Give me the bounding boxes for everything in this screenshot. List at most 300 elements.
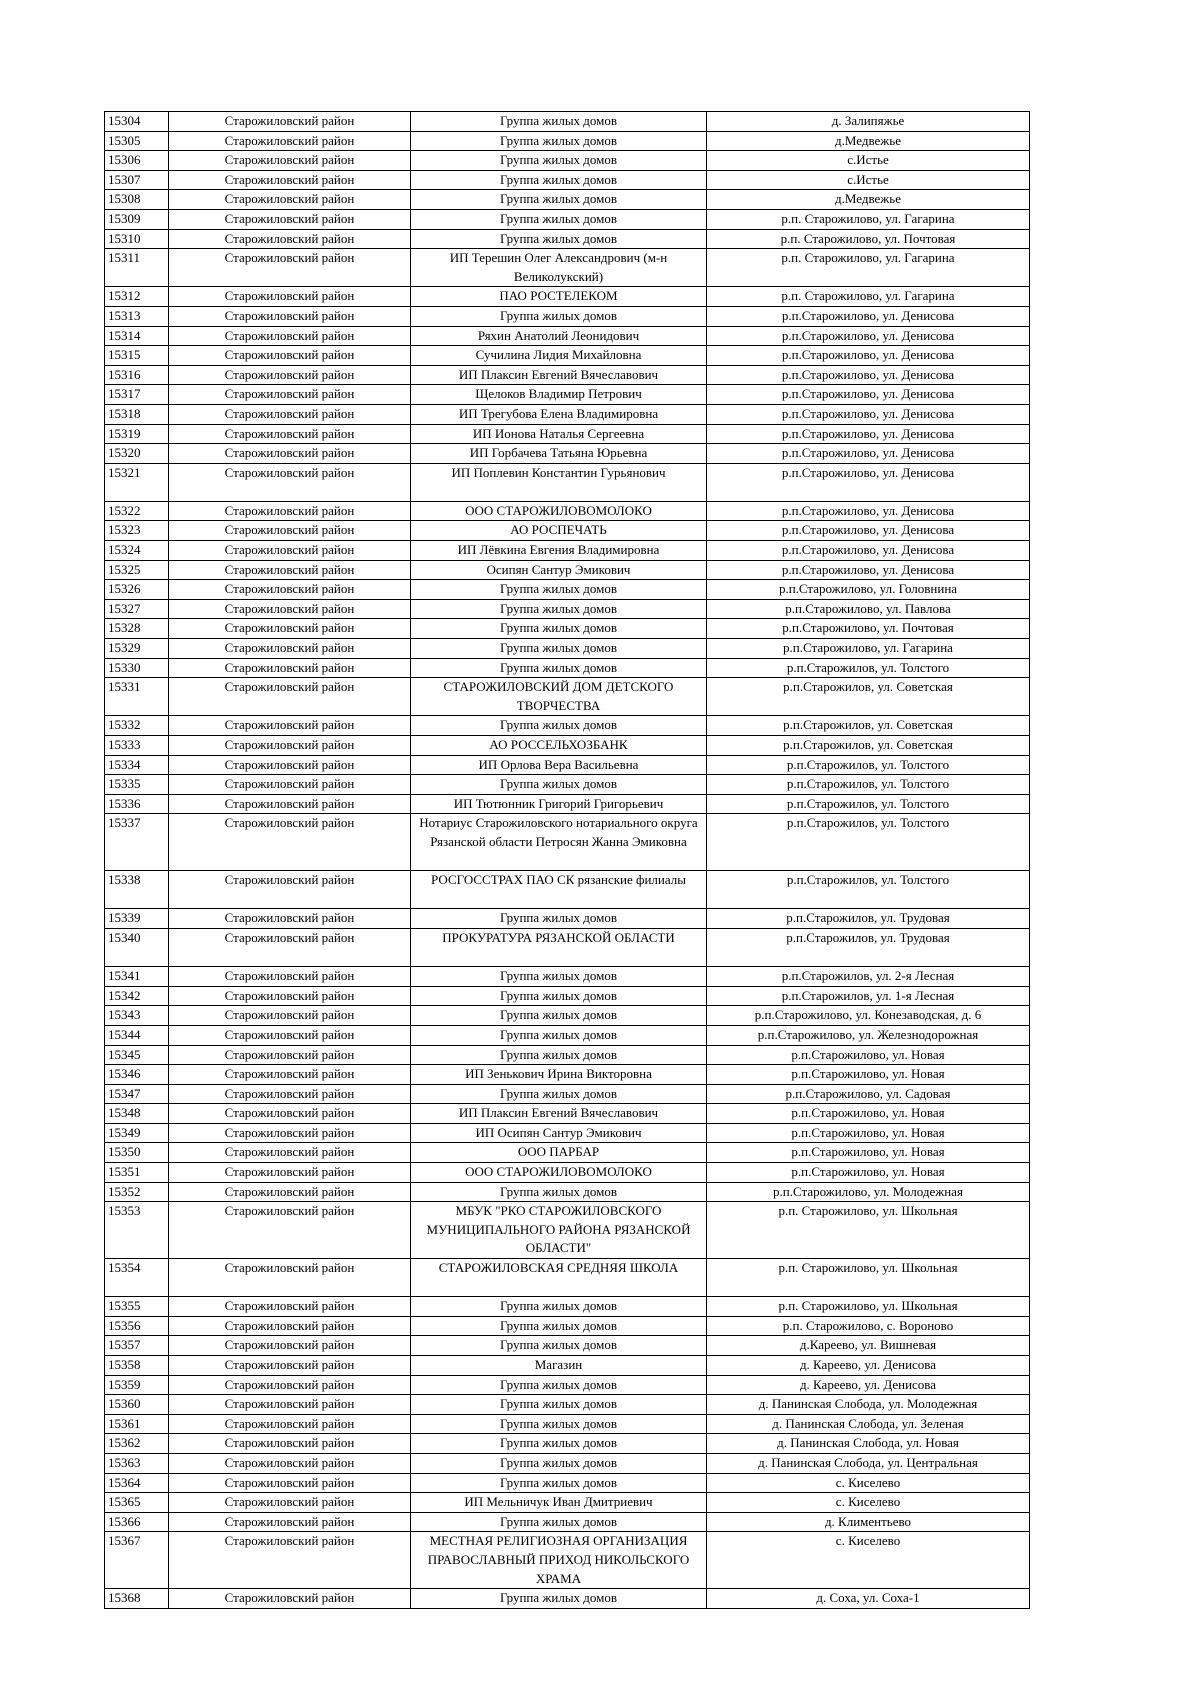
row-number: 15314 [105,326,169,346]
district-cell: Старожиловский район [169,1493,411,1513]
address-cell: с.Истье [707,170,1030,190]
address-cell: р.п.Старожилово, ул. Конезаводская, д. 6 [707,1006,1030,1026]
table-row [105,424,1030,444]
address-cell: р.п.Старожилово, ул. Новая [707,1104,1030,1124]
object-cell: Группа жилых домов [411,209,707,229]
object-cell: Группа жилых домов [411,190,707,210]
table-row [105,404,1030,424]
table-row [105,287,1030,307]
address-cell: р.п. Старожилово, с. Вороново [707,1316,1030,1336]
object-cell: Группа жилых домов [411,1395,707,1415]
object-cell: ИП Поплевин Константин Гурьянович [411,463,707,501]
row-number: 15307 [105,170,169,190]
address-cell: с.Истье [707,151,1030,171]
object-cell: МЕСТНАЯ РЕЛИГИОЗНАЯ ОРГАНИЗАЦИЯ ПРАВОСЛАВНЫЙ ПРИХОД НИКОЛЬСКОГО ХРАМА [411,1532,707,1589]
district-cell: Старожиловский район [169,560,411,580]
object-cell: Щелоков Владимир Петрович [411,385,707,405]
address-cell: р.п.Старожилово, ул. Денисова [707,463,1030,501]
table-row [105,1493,1030,1513]
district-cell: Старожиловский район [169,658,411,678]
table-row [105,501,1030,521]
district-cell: Старожиловский район [169,287,411,307]
table-row [105,1297,1030,1317]
district-cell: Старожиловский район [169,1316,411,1336]
table-row [105,755,1030,775]
address-cell: р.п.Старожилов, ул. Толстого [707,871,1030,909]
district-cell: Старожиловский район [169,1104,411,1124]
address-cell: р.п.Старожилово, ул. Денисова [707,326,1030,346]
table-row [105,599,1030,619]
table-row [105,1512,1030,1532]
district-cell: Старожиловский район [169,814,411,871]
address-cell: р.п.Старожилов, ул. 2-я Лесная [707,967,1030,987]
row-number: 15349 [105,1123,169,1143]
object-cell: Группа жилых домов [411,1084,707,1104]
district-cell: Старожиловский район [169,1084,411,1104]
district-cell: Старожиловский район [169,1123,411,1143]
row-number: 15363 [105,1454,169,1474]
row-number: 15331 [105,678,169,716]
row-number: 15354 [105,1259,169,1297]
object-cell: СТАРОЖИЛОВСКИЙ ДОМ ДЕТСКОГО ТВОРЧЕСТВА [411,678,707,716]
address-cell: д. Климентьево [707,1512,1030,1532]
address-cell: р.п.Старожилово, ул. Головнина [707,580,1030,600]
object-cell: Группа жилых домов [411,1434,707,1454]
object-cell: Группа жилых домов [411,170,707,190]
table-row [105,1336,1030,1356]
object-cell: Группа жилых домов [411,1297,707,1317]
district-cell: Старожиловский район [169,928,411,966]
object-cell: Группа жилых домов [411,151,707,171]
district-cell: Старожиловский район [169,190,411,210]
object-cell: Группа жилых домов [411,599,707,619]
address-cell: р.п.Старожилово, ул. Денисова [707,541,1030,561]
district-cell: Старожиловский район [169,1395,411,1415]
district-cell: Старожиловский район [169,1202,411,1259]
row-number: 15356 [105,1316,169,1336]
row-number: 15362 [105,1434,169,1454]
district-cell: Старожиловский район [169,1375,411,1395]
row-number: 15310 [105,229,169,249]
district-cell: Старожиловский район [169,424,411,444]
object-cell: Группа жилых домов [411,967,707,987]
table-row [105,326,1030,346]
object-cell: ИП Горбачева Татьяна Юрьевна [411,444,707,464]
row-number: 15326 [105,580,169,600]
object-cell: Группа жилых домов [411,1336,707,1356]
row-number: 15336 [105,794,169,814]
district-cell: Старожиловский район [169,229,411,249]
object-cell: ИП Зенькович Ирина Викторовна [411,1065,707,1085]
district-cell: Старожиловский район [169,501,411,521]
district-cell: Старожиловский район [169,599,411,619]
table-row [105,1065,1030,1085]
address-cell: р.п.Старожилово, ул. Денисова [707,444,1030,464]
district-cell: Старожиловский район [169,209,411,229]
table-row [105,190,1030,210]
district-cell: Старожиловский район [169,775,411,795]
table-row [105,1316,1030,1336]
table-row [105,928,1030,966]
district-cell: Старожиловский район [169,1006,411,1026]
row-number: 15360 [105,1395,169,1415]
row-number: 15357 [105,1336,169,1356]
row-number: 15368 [105,1589,169,1609]
row-number: 15330 [105,658,169,678]
address-cell: с. Киселево [707,1493,1030,1513]
district-cell: Старожиловский район [169,580,411,600]
table-row [105,170,1030,190]
table-row [105,560,1030,580]
object-cell: ИП Плаксин Евгений Вячеславович [411,365,707,385]
row-number: 15333 [105,736,169,756]
address-cell: р.п.Старожилово, ул. Новая [707,1143,1030,1163]
address-cell: р.п. Старожилово, ул. Школьная [707,1202,1030,1259]
address-cell: р.п.Старожилов, ул. Толстого [707,794,1030,814]
address-cell: р.п.Старожилов, ул. Толстого [707,775,1030,795]
district-cell: Старожиловский район [169,1182,411,1202]
address-cell: д. Панинская Слобода, ул. Новая [707,1434,1030,1454]
object-cell: Группа жилых домов [411,1589,707,1609]
district-cell: Старожиловский район [169,986,411,1006]
address-cell: р.п.Старожилово, ул. Павлова [707,599,1030,619]
row-number: 15319 [105,424,169,444]
district-cell: Старожиловский район [169,346,411,366]
object-cell: ИП Тютюнник Григорий Григорьевич [411,794,707,814]
address-cell: с. Киселево [707,1473,1030,1493]
outage-address-table [104,111,1030,1609]
object-cell: Группа жилых домов [411,1414,707,1434]
table-row [105,678,1030,716]
district-cell: Старожиловский район [169,1454,411,1474]
row-number: 15329 [105,639,169,659]
table-row [105,1045,1030,1065]
object-cell: ИП Ионова Наталья Сергеевна [411,424,707,444]
object-cell: Группа жилых домов [411,1182,707,1202]
table-row [105,1434,1030,1454]
row-number: 15352 [105,1182,169,1202]
object-cell: ИП Осипян Сантур Эмикович [411,1123,707,1143]
district-cell: Старожиловский район [169,1143,411,1163]
address-cell: р.п.Старожилово, ул. Железнодорожная [707,1025,1030,1045]
row-number: 15328 [105,619,169,639]
address-cell: д.Медвежье [707,131,1030,151]
row-number: 15345 [105,1045,169,1065]
table-row [105,1025,1030,1045]
object-cell: Группа жилых домов [411,1025,707,1045]
address-cell: р.п.Старожилов, ул. Советская [707,716,1030,736]
row-number: 15341 [105,967,169,987]
table-row [105,814,1030,871]
address-cell: д. Панинская Слобода, ул. Молодежная [707,1395,1030,1415]
object-cell: Группа жилых домов [411,658,707,678]
table-row [105,967,1030,987]
address-cell: д. Панинская Слобода, ул. Зеленая [707,1414,1030,1434]
object-cell: РОСГОССТРАХ ПАО СК рязанские филиалы [411,871,707,909]
object-cell: Группа жилых домов [411,716,707,736]
object-cell: ИП Орлова Вера Васильевна [411,755,707,775]
object-cell: Нотариус Старожиловского нотариального округа Рязанской области Петросян Жанна Эмиковна [411,814,707,871]
address-cell: р.п.Старожилово, ул. Гагарина [707,639,1030,659]
table-row [105,1375,1030,1395]
object-cell: Ряхин Анатолий Леонидович [411,326,707,346]
district-cell: Старожиловский район [169,716,411,736]
object-cell: Группа жилых домов [411,1316,707,1336]
row-number: 15317 [105,385,169,405]
object-cell: Группа жилых домов [411,775,707,795]
address-cell: р.п.Старожилово, ул. Новая [707,1045,1030,1065]
table-row [105,112,1030,132]
object-cell: Группа жилых домов [411,112,707,132]
object-cell: ООО СТАРОЖИЛОВОМОЛОКО [411,1163,707,1183]
address-cell: с. Киселево [707,1532,1030,1589]
address-cell: р.п.Старожилов, ул. 1-я Лесная [707,986,1030,1006]
table-row [105,249,1030,287]
table-row [105,871,1030,909]
table-row [105,1532,1030,1589]
row-number: 15304 [105,112,169,132]
address-cell: р.п.Старожилово, ул. Денисова [707,365,1030,385]
row-number: 15366 [105,1512,169,1532]
object-cell: АО РОССЕЛЬХОЗБАНК [411,736,707,756]
object-cell: Группа жилых домов [411,1512,707,1532]
table-row [105,1182,1030,1202]
address-cell: р.п.Старожилов, ул. Трудовая [707,928,1030,966]
row-number: 15343 [105,1006,169,1026]
table-row [105,909,1030,929]
district-cell: Старожиловский район [169,326,411,346]
address-cell: р.п. Старожилово, ул. Почтовая [707,229,1030,249]
table-row [105,1454,1030,1474]
address-cell: р.п. Старожилово, ул. Гагарина [707,249,1030,287]
row-number: 15322 [105,501,169,521]
table-row [105,794,1030,814]
district-cell: Старожиловский район [169,385,411,405]
row-number: 15361 [105,1414,169,1434]
district-cell: Старожиловский район [169,1336,411,1356]
row-number: 15337 [105,814,169,871]
district-cell: Старожиловский район [169,541,411,561]
object-cell: ИП Плаксин Евгений Вячеславович [411,1104,707,1124]
address-cell: р.п.Старожилов, ул. Толстого [707,814,1030,871]
table-row [105,1163,1030,1183]
address-cell: д. Кареево, ул. Денисова [707,1356,1030,1376]
table-row [105,1589,1030,1609]
object-cell: Группа жилых домов [411,1473,707,1493]
table-row [105,209,1030,229]
row-number: 15364 [105,1473,169,1493]
row-number: 15338 [105,871,169,909]
table-row [105,775,1030,795]
row-number: 15324 [105,541,169,561]
district-cell: Старожиловский район [169,1356,411,1376]
district-cell: Старожиловский район [169,639,411,659]
address-cell: р.п.Старожилово, ул. Денисова [707,521,1030,541]
object-cell: МБУК "РКО СТАРОЖИЛОВСКОГО МУНИЦИПАЛЬНОГО РАЙОНА РЯЗАНСКОЙ ОБЛАСТИ" [411,1202,707,1259]
table-row [105,365,1030,385]
district-cell: Старожиловский район [169,909,411,929]
address-cell: р.п.Старожилово, ул. Денисова [707,501,1030,521]
table-row [105,541,1030,561]
table-row [105,1123,1030,1143]
object-cell: ПРОКУРАТУРА РЯЗАНСКОЙ ОБЛАСТИ [411,928,707,966]
address-cell: д. Залипяжье [707,112,1030,132]
table-row [105,385,1030,405]
district-cell: Старожиловский район [169,967,411,987]
object-cell: ООО ПАРБАР [411,1143,707,1163]
row-number: 15347 [105,1084,169,1104]
table-row [105,151,1030,171]
district-cell: Старожиловский район [169,1532,411,1589]
district-cell: Старожиловский район [169,170,411,190]
row-number: 15305 [105,131,169,151]
address-cell: р.п. Старожилово, ул. Школьная [707,1297,1030,1317]
row-number: 15325 [105,560,169,580]
address-cell: д. Кареево, ул. Денисова [707,1375,1030,1395]
district-cell: Старожиловский район [169,1025,411,1045]
object-cell: Группа жилых домов [411,639,707,659]
district-cell: Старожиловский район [169,131,411,151]
table-row [105,346,1030,366]
row-number: 15350 [105,1143,169,1163]
table-row [105,1104,1030,1124]
row-number: 15308 [105,190,169,210]
address-cell: р.п.Старожилово, ул. Денисова [707,385,1030,405]
district-cell: Старожиловский район [169,619,411,639]
object-cell: Группа жилых домов [411,1045,707,1065]
district-cell: Старожиловский район [169,794,411,814]
object-cell: ИП Терешин Олег Александрович (м-н Великолукский) [411,249,707,287]
district-cell: Старожиловский район [169,871,411,909]
object-cell: Магазин [411,1356,707,1376]
object-cell: Группа жилых домов [411,619,707,639]
address-cell: р.п.Старожилово, ул. Молодежная [707,1182,1030,1202]
row-number: 15316 [105,365,169,385]
address-cell: р.п.Старожилово, ул. Денисова [707,560,1030,580]
address-cell: р.п.Старожилово, ул. Новая [707,1123,1030,1143]
row-number: 15306 [105,151,169,171]
address-cell: р.п. Старожилово, ул. Гагарина [707,209,1030,229]
table-row [105,736,1030,756]
table-row [105,1414,1030,1434]
district-cell: Старожиловский район [169,463,411,501]
object-cell: Группа жилых домов [411,229,707,249]
object-cell: СТАРОЖИЛОВСКАЯ СРЕДНЯЯ ШКОЛА [411,1259,707,1297]
address-cell: р.п. Старожилово, ул. Школьная [707,1259,1030,1297]
table-row [105,580,1030,600]
row-number: 15359 [105,1375,169,1395]
row-number: 15335 [105,775,169,795]
row-number: 15309 [105,209,169,229]
district-cell: Старожиловский район [169,249,411,287]
district-cell: Старожиловский район [169,1434,411,1454]
address-cell: р.п.Старожилов, ул. Трудовая [707,909,1030,929]
address-cell: д. Соха, ул. Соха-1 [707,1589,1030,1609]
row-number: 15332 [105,716,169,736]
table-row [105,521,1030,541]
district-cell: Старожиловский район [169,306,411,326]
table-row [105,1473,1030,1493]
district-cell: Старожиловский район [169,1065,411,1085]
district-cell: Старожиловский район [169,1259,411,1297]
address-cell: р.п.Старожилово, ул. Денисова [707,404,1030,424]
row-number: 15340 [105,928,169,966]
object-cell: Осипян Сантур Эмикович [411,560,707,580]
district-cell: Старожиловский район [169,1045,411,1065]
row-number: 15312 [105,287,169,307]
district-cell: Старожиловский район [169,1297,411,1317]
table-row [105,229,1030,249]
row-number: 15367 [105,1532,169,1589]
district-cell: Старожиловский район [169,444,411,464]
district-cell: Старожиловский район [169,678,411,716]
table-row [105,1356,1030,1376]
table-row [105,1084,1030,1104]
table-row [105,1259,1030,1297]
address-cell: д.Кареево, ул. Вишневая [707,1336,1030,1356]
district-cell: Старожиловский район [169,365,411,385]
address-cell: р.п.Старожилово, ул. Денисова [707,306,1030,326]
address-cell: р.п.Старожилов, ул. Советская [707,678,1030,716]
table-row [105,1143,1030,1163]
table-row [105,639,1030,659]
address-cell: р.п.Старожилов, ул. Советская [707,736,1030,756]
district-cell: Старожиловский район [169,1414,411,1434]
row-number: 15355 [105,1297,169,1317]
object-cell: Группа жилых домов [411,131,707,151]
object-cell: ПАО РОСТЕЛЕКОМ [411,287,707,307]
row-number: 15311 [105,249,169,287]
table-row [105,444,1030,464]
district-cell: Старожиловский район [169,1589,411,1609]
table-row [105,1395,1030,1415]
table-row [105,131,1030,151]
object-cell: Группа жилых домов [411,986,707,1006]
district-cell: Старожиловский район [169,404,411,424]
object-cell: АО РОСПЕЧАТЬ [411,521,707,541]
row-number: 15327 [105,599,169,619]
object-cell: Группа жилых домов [411,580,707,600]
row-number: 15321 [105,463,169,501]
address-cell: р.п.Старожилово, ул. Денисова [707,346,1030,366]
object-cell: Группа жилых домов [411,1375,707,1395]
row-number: 15315 [105,346,169,366]
district-cell: Старожиловский район [169,1473,411,1493]
district-cell: Старожиловский район [169,521,411,541]
district-cell: Старожиловский район [169,1512,411,1532]
row-number: 15342 [105,986,169,1006]
table-row [105,306,1030,326]
district-cell: Старожиловский район [169,736,411,756]
row-number: 15344 [105,1025,169,1045]
object-cell: ИП Лёвкина Евгения Владимировна [411,541,707,561]
table-row [105,986,1030,1006]
row-number: 15353 [105,1202,169,1259]
row-number: 15313 [105,306,169,326]
table-row [105,619,1030,639]
address-cell: р.п. Старожилово, ул. Гагарина [707,287,1030,307]
object-cell: Группа жилых домов [411,909,707,929]
object-cell: ООО СТАРОЖИЛОВОМОЛОКО [411,501,707,521]
row-number: 15351 [105,1163,169,1183]
row-number: 15320 [105,444,169,464]
object-cell: ИП Мельничук Иван Дмитриевич [411,1493,707,1513]
row-number: 15348 [105,1104,169,1124]
address-cell: р.п.Старожилово, ул. Денисова [707,424,1030,444]
row-number: 15339 [105,909,169,929]
row-number: 15365 [105,1493,169,1513]
address-cell: д. Панинская Слобода, ул. Центральная [707,1454,1030,1474]
